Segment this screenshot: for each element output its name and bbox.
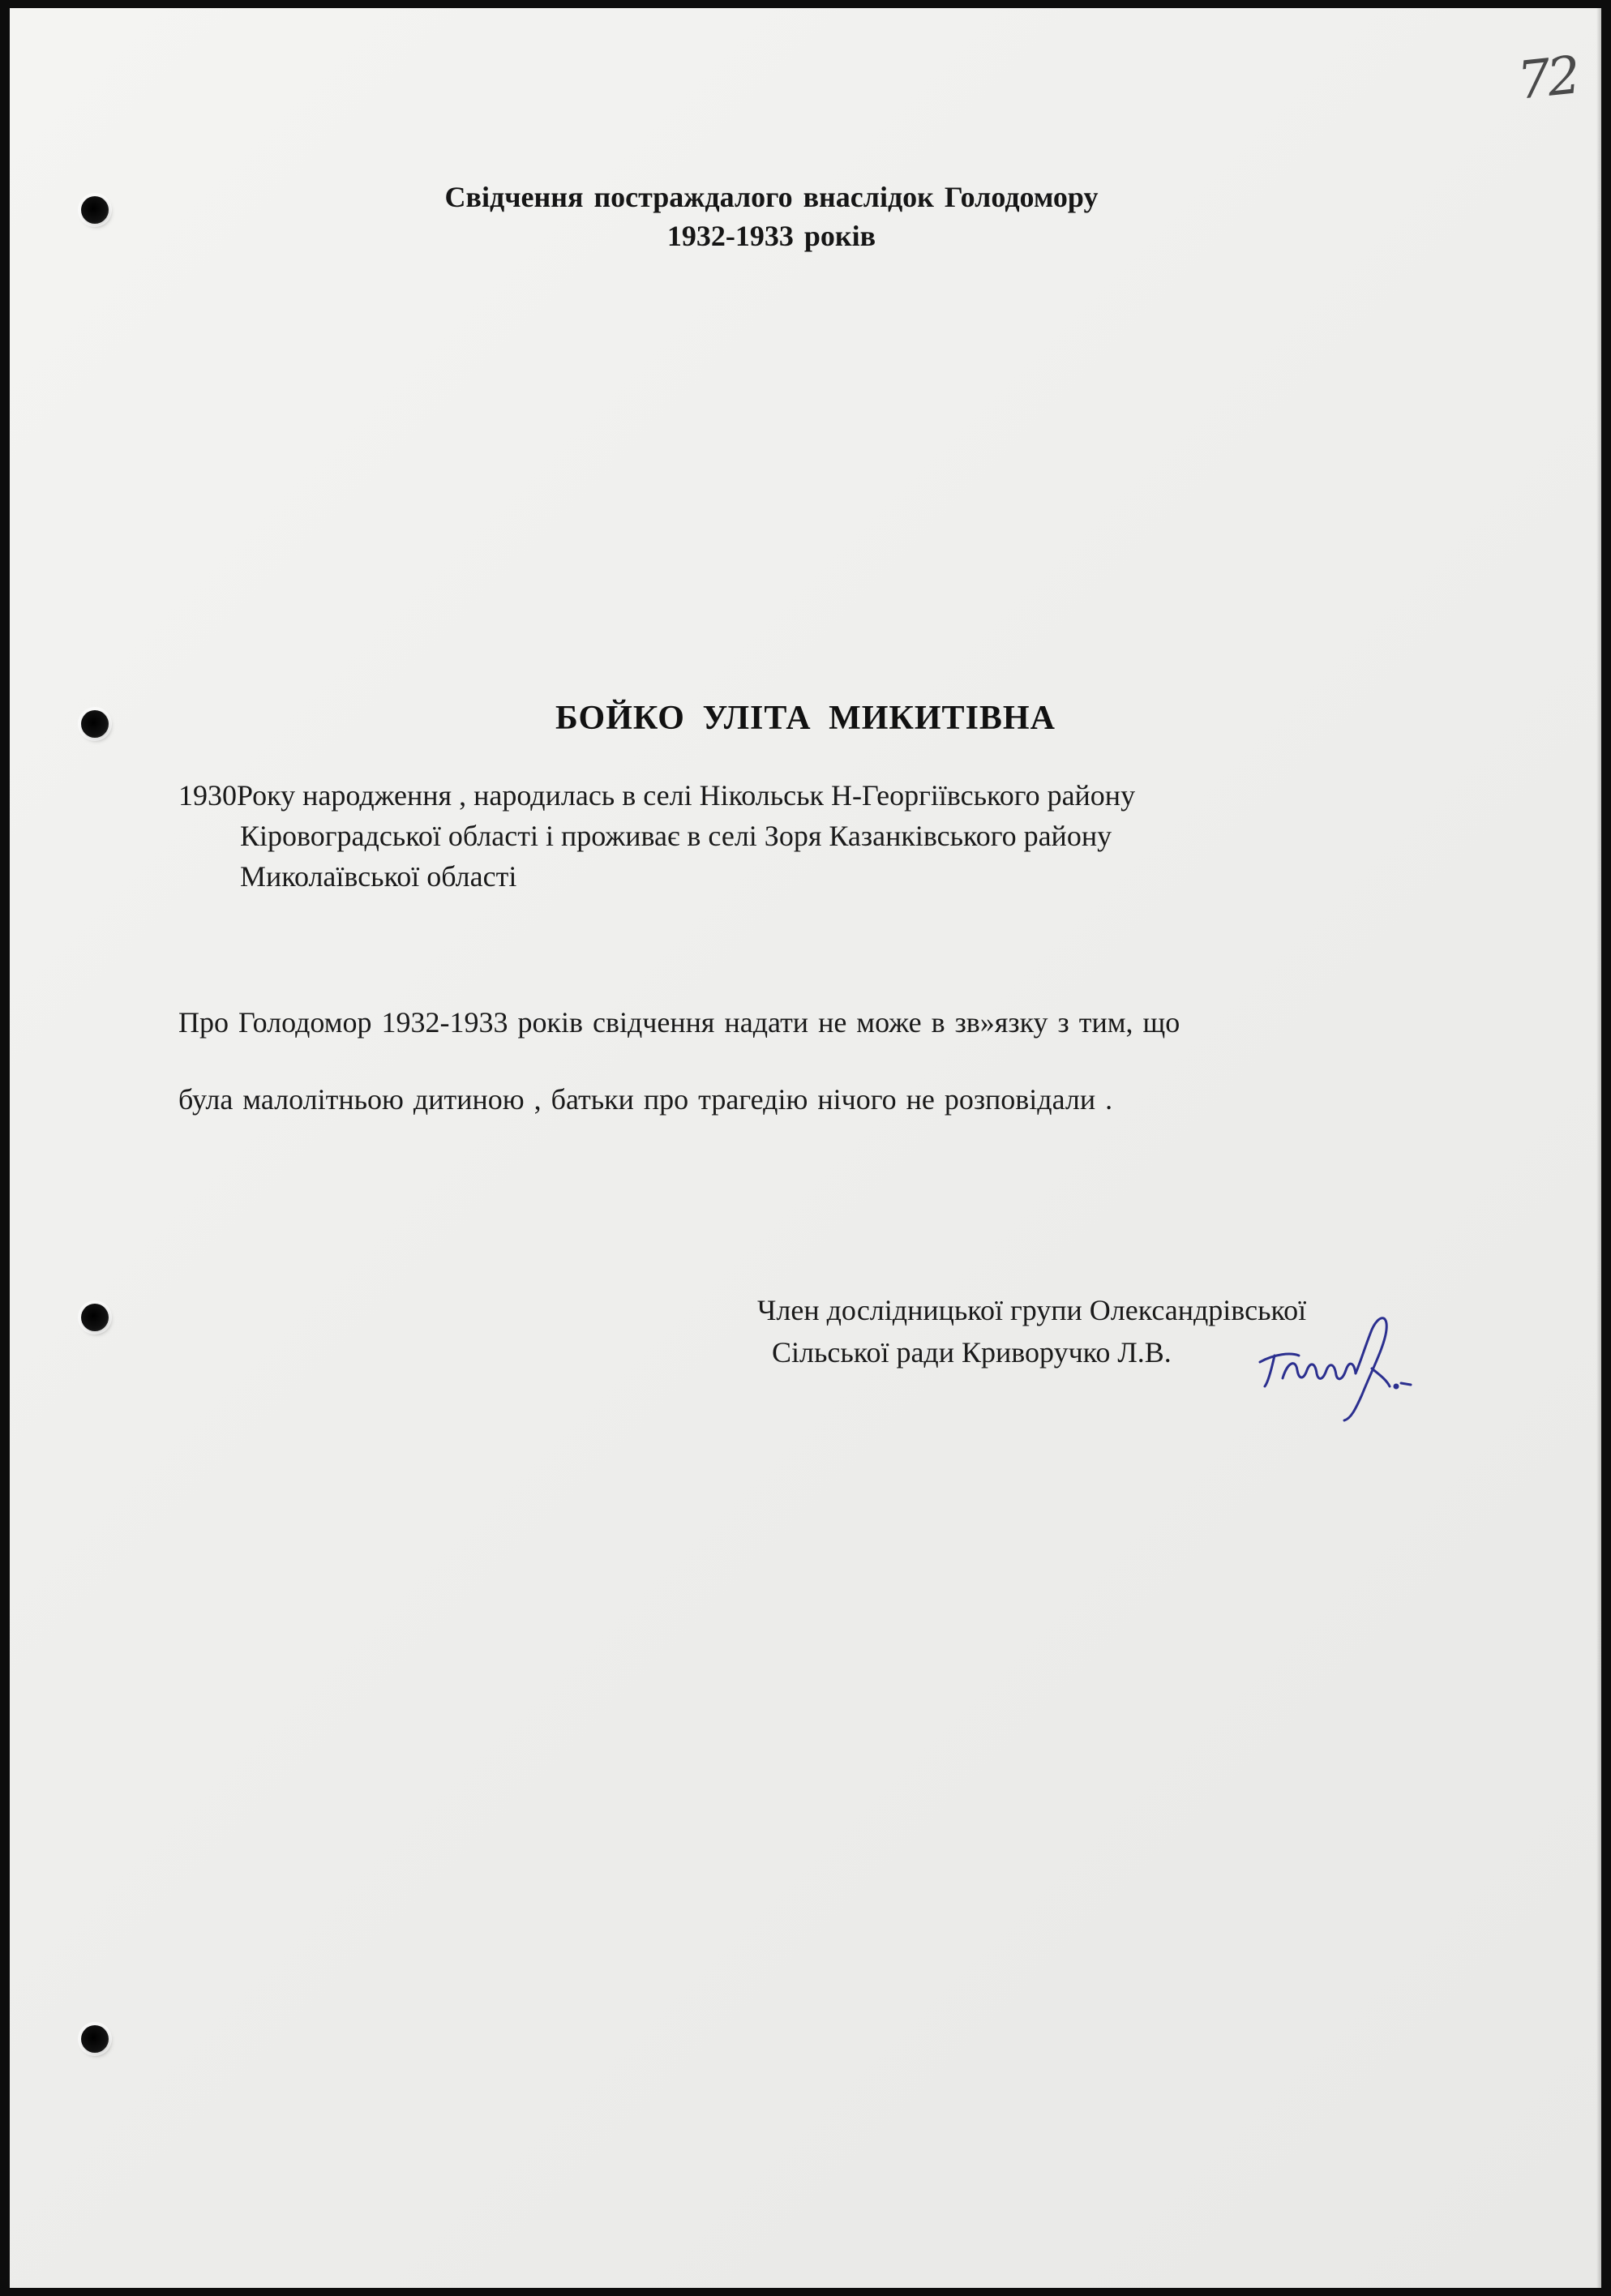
signer-role: Член дослідницької групи Олександрівської <box>757 1294 1307 1326</box>
signer-name: Сільської ради Криворучко Л.В. <box>772 1336 1172 1369</box>
handwritten-page-number: 72 <box>1515 45 1581 112</box>
person-name: БОЙКО УЛІТА МИКИТІВНА <box>555 700 1056 737</box>
document-page <box>10 8 1601 2288</box>
document-title: Свідчення постраждалого внаслідок Голодомору <box>444 181 1099 213</box>
statement-line: була малолітньою дитиною , батьки про трагедію нічого не розповідали . <box>178 1083 1113 1116</box>
bio-line: Миколаївської області <box>240 860 517 893</box>
page-edge-shadow <box>1596 8 1601 2288</box>
binder-hole-icon <box>81 1304 109 1331</box>
bio-line: Кіровоградської області і проживає в селі Зоря Казанківського району <box>240 820 1112 852</box>
document-title-years: 1932-1933 років <box>666 220 876 252</box>
handwritten-signature-icon <box>1250 1305 1429 1427</box>
statement-line: Про Голодомор 1932-1933 років свідчення надати не може в зв»язку з тим, що <box>178 1006 1180 1039</box>
binder-hole-icon <box>81 2025 109 2053</box>
bio-line: 1930Року народження , народилась в селі Нікольськ Н-Георгіївського району <box>178 779 1136 812</box>
